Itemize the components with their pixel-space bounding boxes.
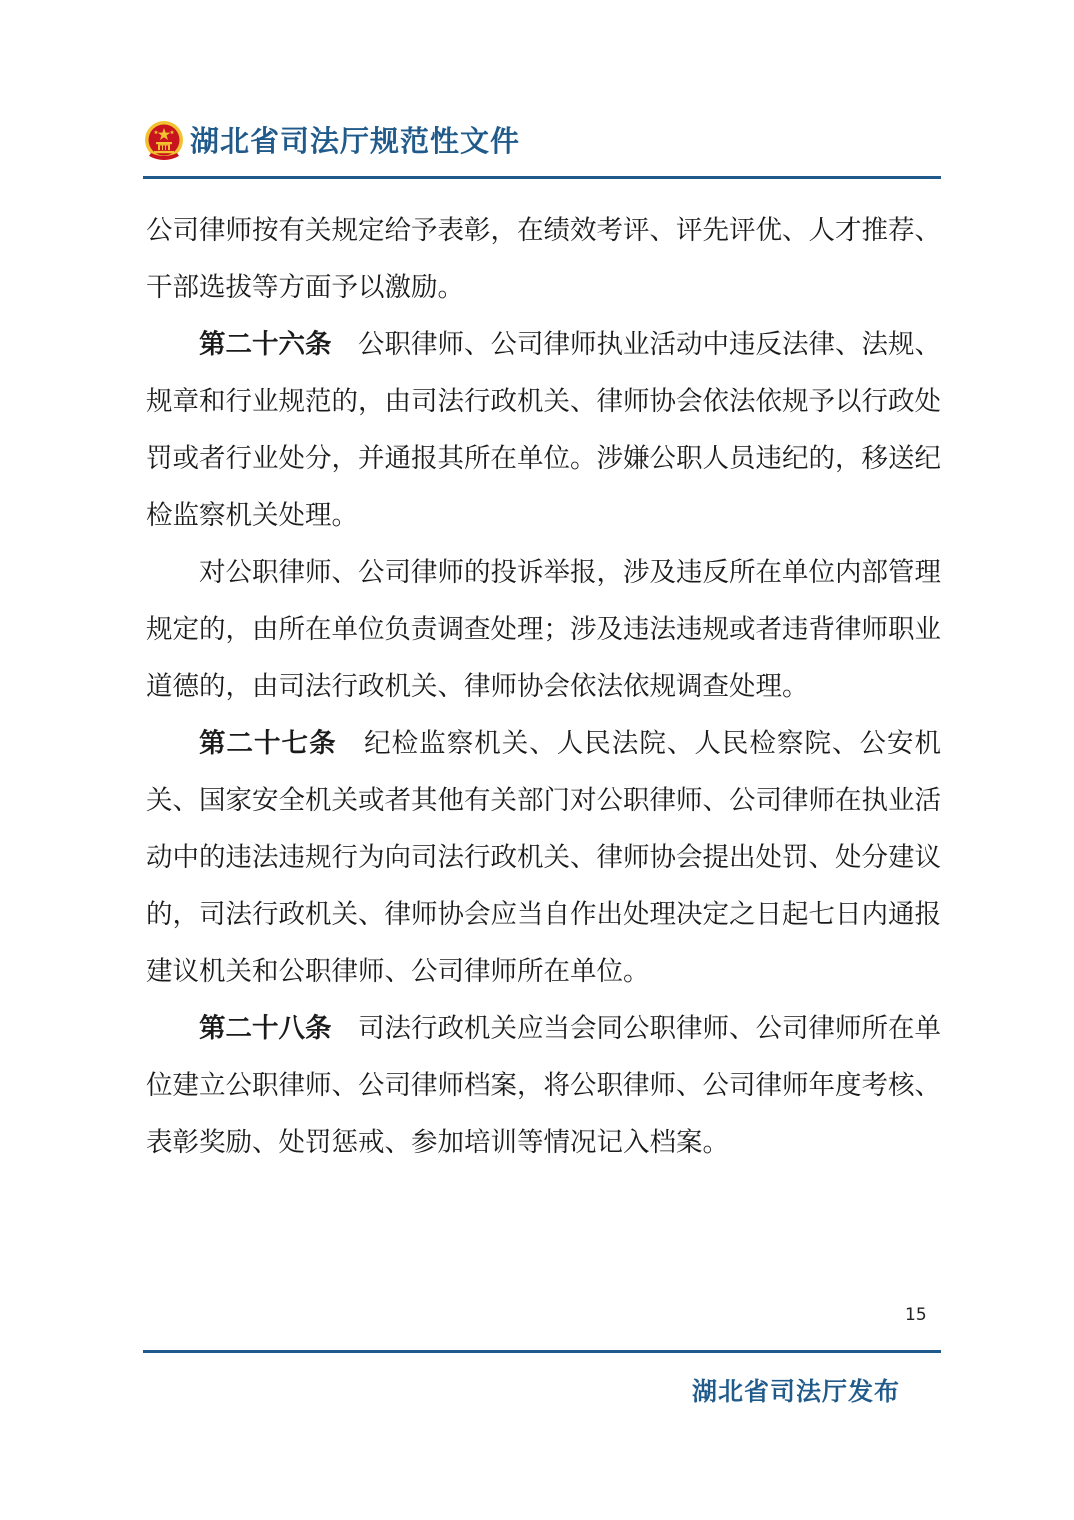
article-27: [146, 715, 941, 1000]
article-26-paragraph-2: 对公职律师、公司律师的投诉举报，涉及违反所在单位内部管理规定的，由所在单位负责调查处理；涉及违法违规或者违背律师职业道德的，由司法行政机关、律师协会依法依规调查处理。: [146, 557, 941, 702]
article-text: 公职律师、公司律师执业活动中违反法律、法规、规章和行业规范的，由司法行政机关、律师协会依法依规予以行政处罚或者行业处分，并通报其所在单位。涉嫌公职人员违纪的，移送纪检监察机关处理。: [146, 329, 941, 531]
article-text: 司法行政机关应当会同公职律师、公司律师所在单位建立公职律师、公司律师档案，将公职律师、公司律师年度考核、表彰奖励、处罚惩戒、参加培训等情况记入档案。: [146, 1013, 941, 1158]
document-body: [146, 202, 941, 1171]
article-text: 纪检监察机关、人民法院、人民检察院、公安机关、国家安全机关或者其他有关部门对公职律师、公司律师在执业活动中的违法违规行为向司法行政机关、律师协会提出处罚、处分建议的，司法行政机关、律师协会应当自作出处理决定之日起七日内通报建议机关和公职律师、公司律师所在单位。: [146, 728, 942, 987]
article-26: [146, 316, 941, 544]
article-28: [146, 1000, 941, 1171]
header-divider: [143, 176, 941, 179]
footer-divider: [143, 1350, 941, 1353]
national-emblem-icon: [143, 120, 185, 162]
article-number: 第二十六条: [199, 329, 332, 360]
article-number: 第二十八条: [199, 1013, 332, 1044]
article-number: 第二十七条: [199, 728, 337, 759]
document-header-title: 湖北省司法厅规范性文件: [190, 124, 521, 158]
paragraph-continued: 公司律师按有关规定给予表彰，在绩效考评、评先评优、人才推荐、干部选拔等方面予以激励。: [146, 215, 941, 303]
footer-publisher: 湖北省司法厅发布: [692, 1377, 901, 1406]
page-number: 15: [905, 1305, 927, 1325]
